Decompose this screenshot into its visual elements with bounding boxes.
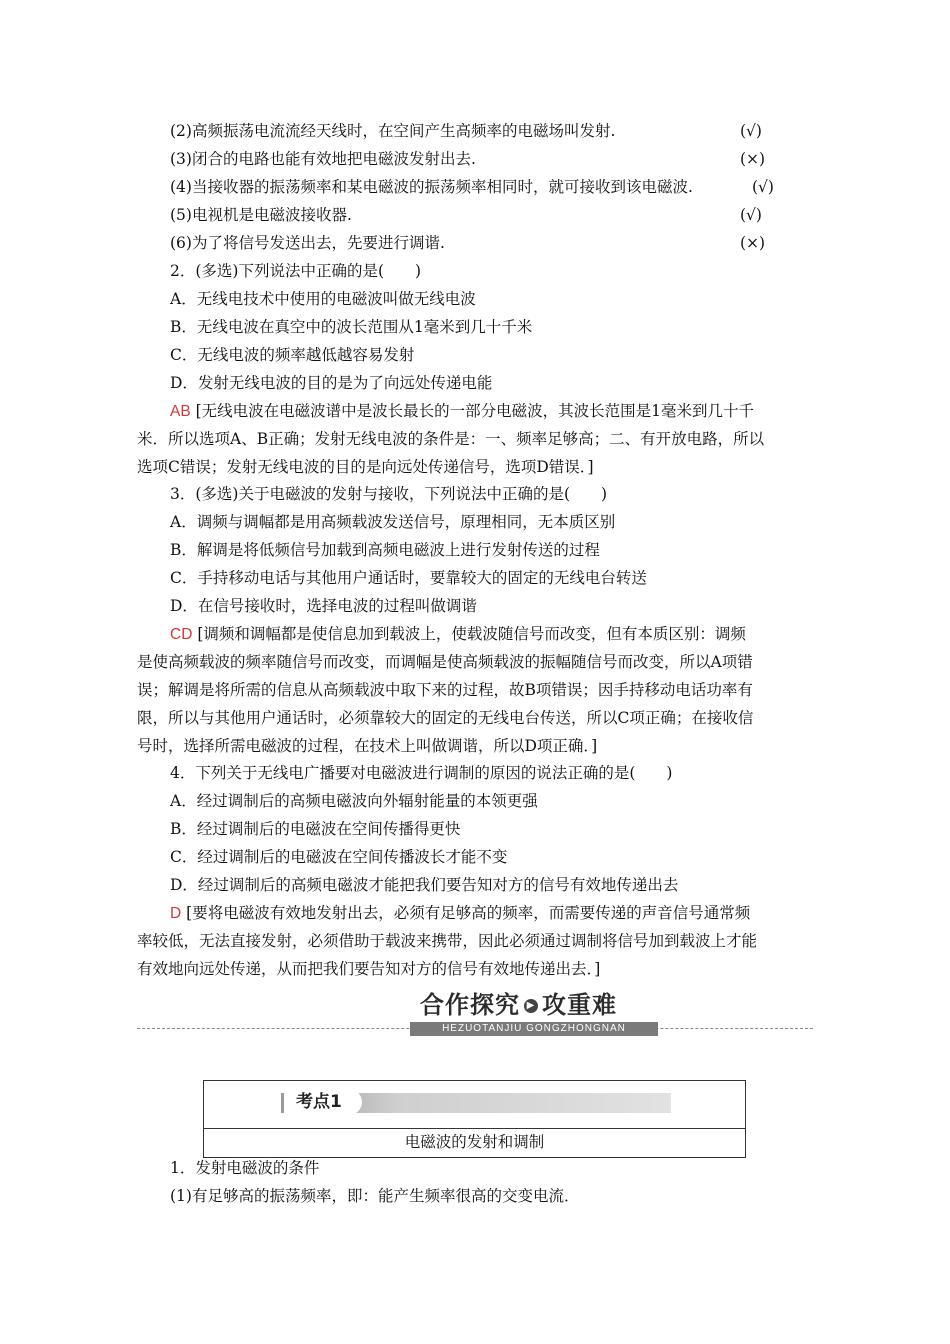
q4-explanation-line-1 [170, 903, 750, 924]
judgment-5-mark: (√) [740, 206, 762, 224]
q2-option-b: B．无线电波在真空中的波长范围从1毫米到几十千米 [170, 318, 533, 336]
banner-title [420, 990, 617, 1020]
banner-title-left: 合作探究 [420, 991, 520, 1019]
q4-option-a: A．经过调制后的高频电磁波向外辐射能量的本领更强 [170, 792, 538, 810]
judgment-4: (4)当接收器的振荡频率和某电磁波的振荡频率相同时，就可接收到该电磁波. [170, 178, 693, 196]
judgment-6-mark: (×) [740, 234, 766, 252]
q2-stem: 2．(多选)下列说法中正确的是( ) [170, 262, 422, 280]
q2-explanation-line-2: 米．所以选项A、B正确；发射无线电波的条件是：一、频率足够高；二、有开放电路，所以 [137, 430, 765, 448]
q3-explain-text: [调频和调幅都是使信息加到载波上，使载波随信号而改变，但有本质区别：调频 [197, 625, 746, 643]
q3-option-c: C．手持移动电话与其他用户通话时，要靠较大的固定的无线电台转送 [170, 569, 647, 587]
kaodian-divider [204, 1128, 745, 1129]
judgment-2-mark: (√) [740, 122, 762, 140]
kaodian-tag: 考点1 [284, 1089, 362, 1115]
q2-option-c: C．无线电波的频率越低越容易发射 [170, 346, 415, 364]
q2-option-d: D．发射无线电波的目的是为了向远处传递电能 [170, 374, 493, 392]
q4-option-c: C．经过调制后的电磁波在空间传播波长才能不变 [170, 848, 508, 866]
q4-explain-text: [要将电磁波有效地发射出去，必须有足够高的频率，而需要传递的声音信号通常频 [186, 904, 751, 922]
judgment-2: (2)高频振荡电流流经天线时，在空间产生高频率的电磁场叫发射. [170, 122, 616, 140]
judgment-6: (6)为了将信号发送出去，先要进行调谐. [170, 234, 445, 252]
banner-subtitle: HEZUOTANJIU GONGZHONGNAN [410, 1022, 658, 1036]
section-banner [410, 990, 658, 1038]
q4-stem: 4．下列关于无线电广播要对电磁波进行调制的原因的说法正确的是( ) [170, 764, 673, 782]
judgment-3-mark: (×) [740, 150, 766, 168]
q2-explanation-line-1 [170, 401, 754, 422]
q3-stem: 3．(多选)关于电磁波的发射与接收，下列说法中正确的是( ) [170, 485, 608, 503]
q2-answer: AB [170, 403, 191, 420]
judgment-4-mark: (√) [752, 178, 774, 196]
q2-explain-text: [无线电波在电磁波谱中是波长最长的一部分电磁波，其波长范围是1毫米到几十千 [195, 402, 755, 420]
q3-explanation-line-3: 误；解调是将所需的信息从高频载波中取下来的过程，故B项错误；因手持移动电话功率有 [137, 681, 753, 699]
q2-explanation-line-3: 选项C错误；发射无线电波的目的是向远处传递信号，选项D错误．] [137, 458, 594, 476]
q3-explanation-line-5: 号时，选择所需电磁波的过程，在技术上叫做调谐，所以D项正确．] [137, 737, 598, 755]
q3-explanation-line-1 [170, 624, 746, 645]
q4-option-d: D．经过调制后的高频电磁波才能把我们要告知对方的信号有效地传递出去 [170, 876, 679, 894]
q4-explanation-line-3: 有效地向远处传递，从而把我们要告知对方的信号有效地传递出去．] [137, 960, 601, 978]
q4-answer: D [170, 905, 182, 922]
section-heading: 1．发射电磁波的条件 [170, 1159, 320, 1177]
q3-option-b: B．解调是将低频信号加载到高频电磁波上进行发射传送的过程 [170, 541, 600, 559]
judgment-5: (5)电视机是电磁波接收器. [170, 206, 352, 224]
section-line-1: (1)有足够高的振荡频率，即：能产生频率很高的交变电流． [170, 1187, 580, 1205]
q3-answer: CD [170, 626, 193, 643]
q4-explanation-line-2: 率较低，无法直接发射，必须借助于载波来携带，因此必须通过调制将信号加到载波上才能 [137, 932, 758, 950]
q3-explanation-line-2: 是使高频载波的频率随信号而改变，而调幅是使高频载波的振幅随信号而改变，所以A项错 [137, 653, 753, 671]
q4-option-b: B．经过调制后的电磁波在空间传播得更快 [170, 820, 461, 838]
q3-option-a: A．调频与调幅都是用高频载波发送信号，原理相同，无本质区别 [170, 513, 616, 531]
q3-explanation-line-4: 限，所以与其他用户通话时，必须靠较大的固定的无线电台传送，所以C项正确；在接收信 [137, 709, 754, 727]
q3-option-d: D．在信号接收时，选择电波的过程叫做调谐 [170, 597, 477, 615]
kaodian-topic: 电磁波的发射和调制 [404, 1133, 545, 1151]
arrow-right-icon: ▶ [524, 999, 538, 1013]
judgment-3: (3)闭合的电路也能有效地把电磁波发射出去. [170, 150, 476, 168]
kaodian-box [203, 1080, 746, 1158]
banner-title-right: 攻重难 [542, 991, 617, 1019]
q2-option-a: A．无线电技术中使用的电磁波叫做无线电波 [170, 290, 476, 308]
